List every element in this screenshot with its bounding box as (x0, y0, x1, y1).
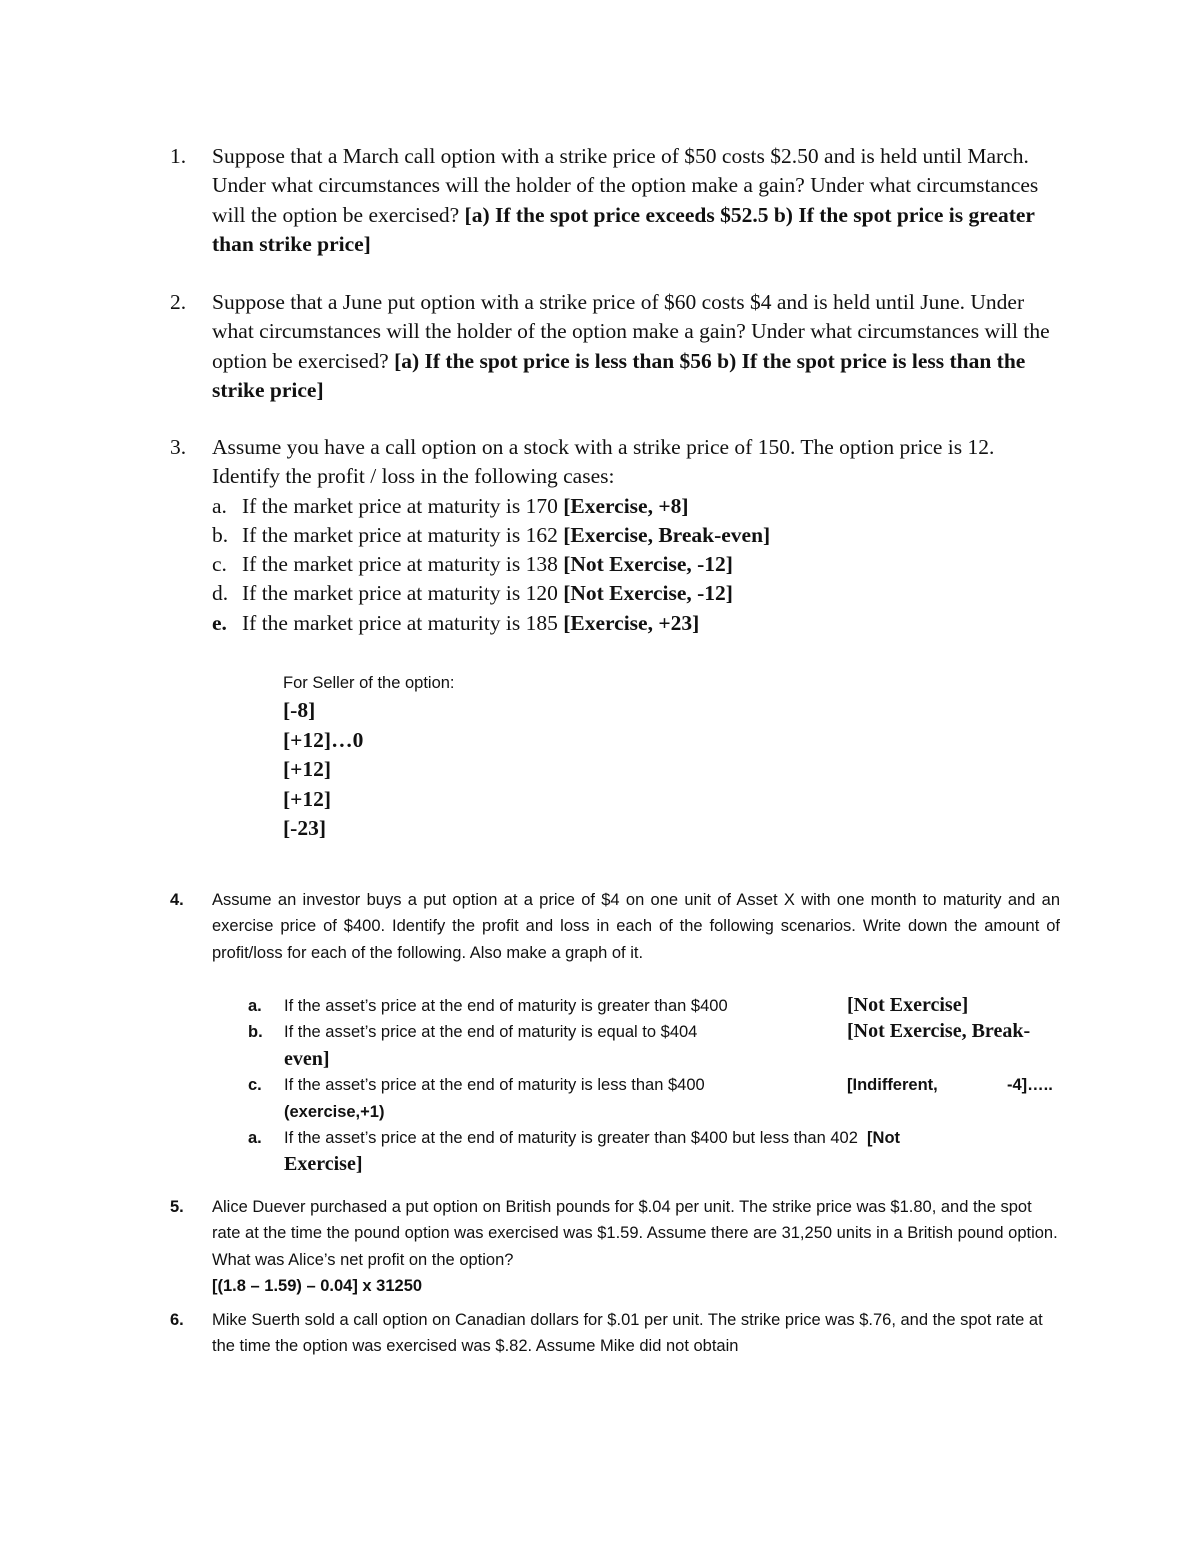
question-text: Mike Suerth sold a call option on Canadian dollars for $.01 per unit. The strike price was $.76, and the spot rate at the time the option was exercised was $.82. Assume Mike did not obtain (212, 1311, 1043, 1356)
question-number: 4. (170, 891, 184, 909)
case-letter: a. (212, 493, 227, 518)
case-answer-cont: (exercise,+1) (284, 1102, 385, 1121)
case-answer: [Exercise, +23] (563, 610, 700, 635)
case-answer: [Not (867, 1129, 901, 1148)
case-a (212, 993, 1060, 1019)
case-letter: c. (212, 552, 227, 577)
case-answer-cont: Exercise] (284, 1153, 363, 1176)
seller-value: [-8] (283, 698, 316, 722)
case-text: If the market price at maturity is 185 (242, 610, 558, 635)
question-number: 3. (170, 435, 187, 459)
question-number: 5. (170, 1198, 184, 1216)
question-body (212, 433, 1060, 638)
case-text: If the asset’s price at the end of maturity is greater than $400 but less than 402 (284, 1129, 858, 1148)
case-letter: b. (248, 1023, 263, 1042)
case-d (212, 579, 1060, 608)
case-letter: a. (248, 1129, 262, 1148)
case-a (212, 492, 1060, 521)
question-2 (170, 288, 1060, 405)
case-text: If the market price at maturity is 138 (242, 552, 558, 577)
case-a-extra (212, 1125, 1060, 1178)
question-text: Alice Duever purchased a put option on British pounds for $.04 per unit. The strike price was $1.80, and the spot rate at the time the pound option was exercised was $1.59. Assume there are 31,250 units in a British pound option. What was Alice’s net profit on the option? (212, 1198, 1058, 1269)
question-text: Suppose that a June put option with a strike price of $60 costs $4 and is held until June. Under what circumstances will the holder of the option make a gain? Under what circumstances will the option be exercised? (212, 290, 1050, 373)
answer-text: [a) If the spot price exceeds $52.5 b) If the spot price is greater than strike price] (212, 202, 1035, 256)
case-answer: [Exercise, Break-even] (563, 522, 771, 547)
case-text: If the asset’s price at the end of maturity is less than $400 (284, 1076, 705, 1095)
case-answer-value: -4]….. (1007, 1076, 1053, 1095)
question-number: 6. (170, 1311, 184, 1329)
case-e (212, 609, 1060, 638)
case-answer: [Exercise, +8] (563, 493, 689, 518)
question-4 (170, 887, 1060, 966)
case-text: If the asset’s price at the end of maturity is equal to $404 (284, 1023, 698, 1042)
question-text: Suppose that a March call option with a strike price of $50 costs $2.50 and is held until March. Under what circumstances will the holder of the option make a gain? Under what circumstances will the option be exercised? (212, 144, 1039, 227)
question-5 (170, 1194, 1060, 1300)
question-body (212, 142, 1060, 259)
case-c (212, 1072, 1060, 1125)
case-answer-cont: even] (284, 1047, 330, 1070)
case-letter: e. (212, 610, 227, 635)
question-number: 1. (170, 144, 187, 168)
question-text: Assume an investor buys a put option at a price of $4 on one unit of Asset X with one month to maturity and an exercise price of $400. Identify the profit and loss in each of the following scenarios. Write down the amount of profit/loss for each of the following. Also make a graph of it. (212, 891, 1060, 962)
question-6 (170, 1307, 1060, 1360)
question-1 (170, 142, 1060, 259)
case-letter: b. (212, 522, 229, 547)
question-number: 2. (170, 290, 187, 314)
question-3 (170, 433, 1060, 638)
answer-text: [(1.8 – 1.59) – 0.04] x 31250 (212, 1277, 423, 1296)
case-b (212, 1019, 1060, 1072)
case-text: If the market price at maturity is 120 (242, 581, 558, 606)
seller-value: [+12] (283, 757, 332, 781)
seller-value: [-23] (283, 816, 326, 840)
seller-label: For Seller of the option: (283, 674, 455, 692)
case-answer: [Not Exercise, Break- (847, 1020, 1031, 1043)
case-answer: [Not Exercise, -12] (563, 581, 733, 606)
case-text: If the asset’s price at the end of maturity is greater than $400 (284, 997, 728, 1015)
case-answer: [Indifferent, (847, 1076, 938, 1095)
case-b (212, 521, 1060, 550)
question-text: Assume you have a call option on a stock with a strike price of 150. The option price is 12. Identify the profit / loss in the following cases: (212, 435, 995, 489)
question-body (212, 1194, 1060, 1300)
case-text: If the market price at maturity is 170 (242, 493, 558, 518)
seller-value: [+12] (283, 786, 332, 811)
answer-text: [a) If the spot price is less than $56 b) If the spot price is less than the strike price] (212, 348, 1026, 402)
question-4-cases (212, 993, 1060, 1178)
case-answer: [Not Exercise, -12] (563, 552, 733, 577)
question-body (212, 288, 1060, 405)
case-letter: a. (248, 997, 262, 1015)
seller-answers (283, 670, 455, 844)
case-c (212, 550, 1060, 579)
case-text: If the market price at maturity is 162 (242, 522, 558, 547)
case-letter: d. (212, 581, 229, 606)
case-answer: [Not Exercise] (847, 994, 969, 1016)
seller-value: [+12]…0 (283, 727, 364, 752)
case-letter: c. (248, 1076, 262, 1095)
